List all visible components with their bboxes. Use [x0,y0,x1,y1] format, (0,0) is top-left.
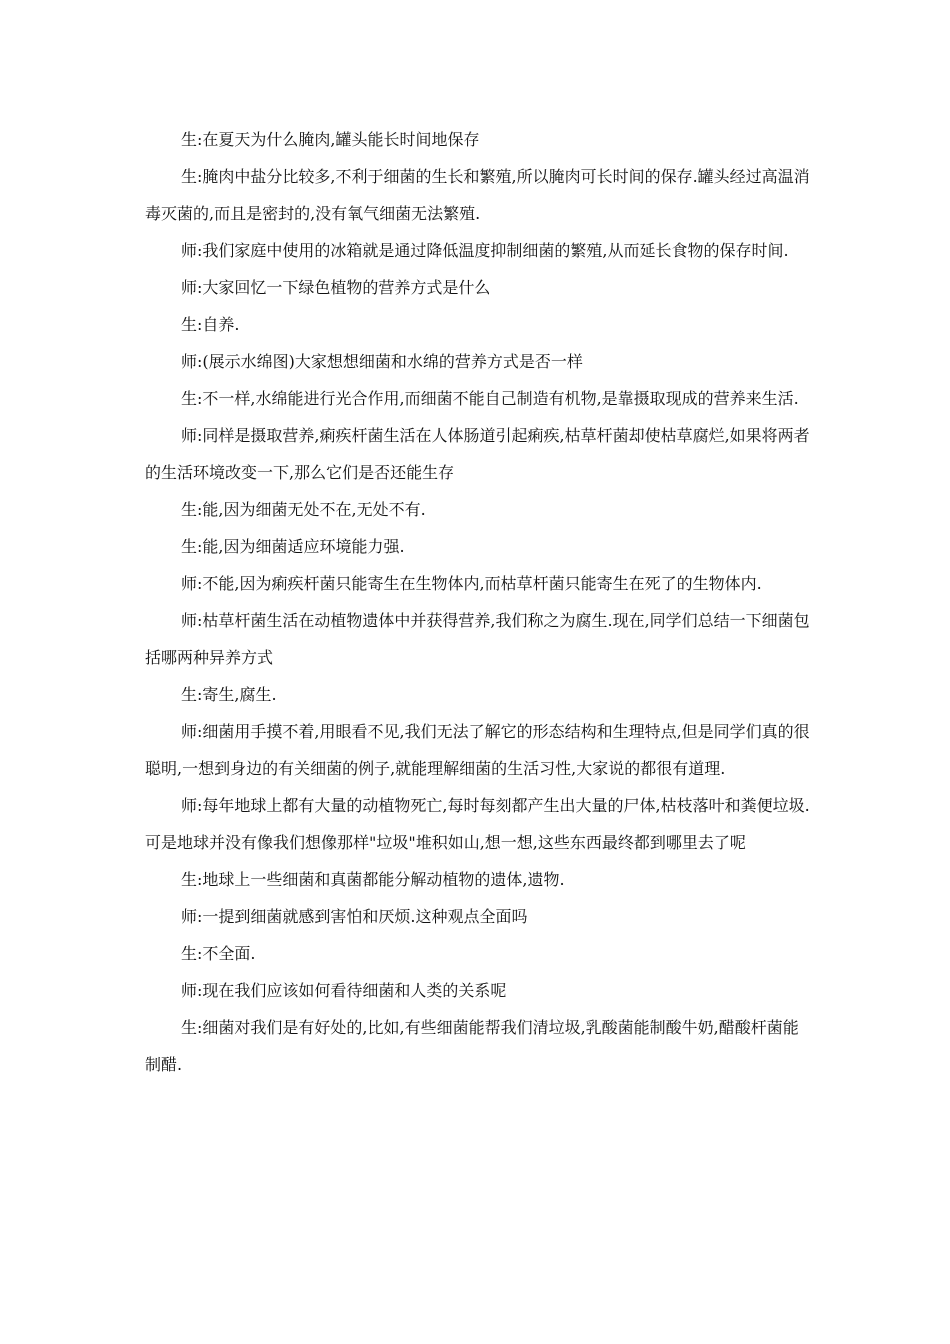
paragraph: 师:(展示水绵图)大家想想细菌和水绵的营养方式是否一样 [181,352,583,371]
paragraph: 生:自养. [181,315,240,334]
paragraph: 生:寄生,腐生. [181,685,277,704]
paragraph: 生:细菌对我们是有好处的,比如,有些细菌能帮我们清垃圾,乳酸菌能制酸牛奶,醋酸杆菌能制醋. [145,1018,799,1074]
paragraph: 师:枯草杆菌生活在动植物遗体中并获得营养,我们称之为腐生.现在,同学们总结一下细菌包括哪两种异养方式 [145,611,810,667]
paragraph: 师:同样是摄取营养,痢疾杆菌生活在人体肠道引起痢疾,枯草杆菌却使枯草腐烂,如果将两者的生活环境改变一下,那么它们是否还能生存 [145,426,810,482]
paragraph: 生:在夏天为什么腌肉,罐头能长时间地保存 [181,130,480,149]
paragraph: 生:不全面. [181,944,256,963]
paragraph: 生:能,因为细菌适应环境能力强. [181,537,405,556]
paragraph: 生:腌肉中盐分比较多,不利于细菌的生长和繁殖,所以腌肉可长时间的保存.罐头经过高温消毒灭菌的,而且是密封的,没有氧气细菌无法繁殖. [145,167,810,223]
paragraph: 生:地球上一些细菌和真菌都能分解动植物的遗体,遗物. [181,870,565,889]
paragraph: 师:我们家庭中使用的冰箱就是通过降低温度抑制细菌的繁殖,从而延长食物的保存时间. [181,241,789,260]
paragraph: 师:每年地球上都有大量的动植物死亡,每时每刻都产生出大量的尸体,枯枝落叶和粪便垃圾.可是地球并没有像我们想像那样"垃圾"堆积如山,想一想,这些东西最终都到哪里去了呢 [145,796,810,852]
paragraph: 师:一提到细菌就感到害怕和厌烦.这种观点全面吗 [181,907,528,926]
paragraph: 生:能,因为细菌无处不在,无处不有. [181,500,426,519]
paragraph: 师:大家回忆一下绿色植物的营养方式是什么 [181,278,491,297]
paragraph: 生:不一样,水绵能进行光合作用,而细菌不能自己制造有机物,是靠摄取现成的营养来生活. [181,389,799,408]
paragraph: 师:现在我们应该如何看待细菌和人类的关系呢 [181,981,507,1000]
document-body [145,121,810,1083]
paragraph: 师:不能,因为痢疾杆菌只能寄生在生物体内,而枯草杆菌只能寄生在死了的生物体内. [181,574,762,593]
paragraph: 师:细菌用手摸不着,用眼看不见,我们无法了解它的形态结构和生理特点,但是同学们真的很聪明,一想到身边的有关细菌的例子,就能理解细菌的生活习性,大家说的都很有道理. [145,722,810,778]
